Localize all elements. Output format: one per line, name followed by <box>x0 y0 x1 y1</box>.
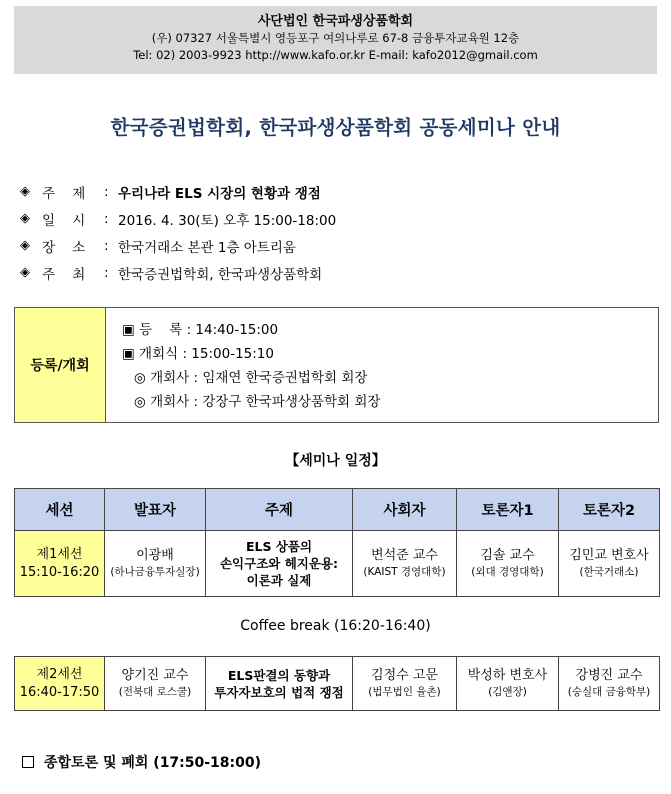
info-colon: : <box>104 264 109 281</box>
opening-speech-line: ◎ 개회사 : 임재연 한국증권법학회 회장 <box>134 370 368 386</box>
closing-text: 종합토론 및 폐회 (17:50-18:00) <box>44 755 262 771</box>
org-name: 사단법인 한국파생상품학회 <box>257 14 414 29</box>
session-name: 제1세션 <box>36 546 83 562</box>
discussant1-name: 박성하 변호사 <box>467 668 548 683</box>
moderator-name: 변석준 교수 <box>371 548 438 563</box>
info-colon: : <box>104 210 109 227</box>
info-value: 한국거래소 본관 1층 아트리움 <box>118 239 296 256</box>
session-cell <box>15 657 105 711</box>
discussant1-cell <box>457 657 559 711</box>
table-row <box>15 531 660 597</box>
opening-speech-line: ◎ 개회사 : 강장구 한국파생상품학회 회장 <box>134 394 381 410</box>
info-value: 우리나라 ELS 시장의 현황과 쟁점 <box>118 185 321 202</box>
discussant1-affiliation: (외대 경영대학) <box>471 566 544 578</box>
topic-cell <box>206 657 353 711</box>
org-contact: Tel: 02) 2003-9923 http://www.kafo.or.kr E-mail: kafo2012@gmail.com <box>133 48 538 62</box>
registration-content <box>106 308 658 422</box>
info-row-date <box>20 205 650 232</box>
moderator-cell <box>353 657 457 711</box>
org-address: (우) 07327 서울특별시 영등포구 여의나루로 67-8 금융투자교육원 12층 <box>151 31 520 45</box>
info-key: 주 최 <box>42 266 86 283</box>
topic-line: ELS판결의 동향과 <box>227 667 331 683</box>
moderator-name: 김정수 고문 <box>371 668 438 683</box>
schedule-header-row <box>15 489 660 531</box>
info-colon: : <box>104 183 109 200</box>
moderator-affiliation: (KAIST 경영대학) <box>363 566 446 578</box>
registration-label: 등록/개회 <box>15 308 106 422</box>
discussant1-cell <box>457 531 559 597</box>
presenter-cell <box>105 657 206 711</box>
coffee-break: Coffee break (16:20-16:40) <box>240 618 431 634</box>
info-row-venue <box>20 232 650 259</box>
header-moderator: 사회자 <box>353 489 457 531</box>
registration-box <box>14 307 659 423</box>
header-presenter: 발표자 <box>105 489 206 531</box>
schedule-table-session2 <box>14 656 660 711</box>
discussant2-cell <box>559 657 660 711</box>
presenter-name: 이광배 <box>136 548 174 563</box>
diamond-bullet-icon: ◈ <box>20 211 30 226</box>
registration-line: ▣ 등 록 : 14:40-15:00 <box>122 322 279 338</box>
square-bullet-icon <box>22 756 34 768</box>
presenter-affiliation: (전북대 로스쿨) <box>118 686 192 698</box>
page-title: 한국증권법학회, 한국파생상품학회 공동세미나 안내 <box>110 116 561 139</box>
discussant2-name: 강병진 교수 <box>575 668 643 683</box>
info-key: 장 소 <box>42 239 86 256</box>
moderator-cell <box>353 531 457 597</box>
discussant2-name: 김민교 변호사 <box>569 548 649 563</box>
topic-line: ELS 상품의 <box>245 539 313 554</box>
session-time: 15:10-16:20 <box>19 564 100 580</box>
session-cell <box>15 531 105 597</box>
discussant1-name: 김솔 교수 <box>480 548 535 563</box>
topic-cell <box>206 531 353 597</box>
info-row-host <box>20 259 650 286</box>
presenter-cell <box>105 531 206 597</box>
discussant2-affiliation: (숭실대 금융학부) <box>567 686 651 698</box>
info-value: 한국증권법학회, 한국파생상품학회 <box>118 266 323 283</box>
info-key: 일 시 <box>42 212 86 229</box>
topic-line: 이론과 실제 <box>246 573 312 588</box>
schedule-title: 【세미나 일정】 <box>285 453 386 469</box>
header-topic: 주제 <box>206 489 353 531</box>
discussant2-cell <box>559 531 660 597</box>
discussant2-affiliation: (한국거래소) <box>579 566 639 578</box>
header-box <box>14 6 657 74</box>
topic-line: 투자자보호의 법적 쟁점 <box>214 684 344 700</box>
header-discussant1: 토론자1 <box>457 489 559 531</box>
header-session: 세션 <box>15 489 105 531</box>
info-row-topic <box>20 178 650 205</box>
session-name: 제2세션 <box>36 666 83 682</box>
closing-section <box>22 752 261 772</box>
info-list <box>20 178 650 286</box>
info-colon: : <box>104 237 109 254</box>
topic-line: 손익구조와 헤지운용: <box>219 556 339 571</box>
table-row <box>15 657 660 711</box>
presenter-affiliation: (하나금융투자실장) <box>110 566 200 578</box>
presenter-name: 양기진 교수 <box>121 668 189 683</box>
opening-line: ▣ 개회식 : 15:00-15:10 <box>122 346 274 362</box>
diamond-bullet-icon: ◈ <box>20 184 30 199</box>
diamond-bullet-icon: ◈ <box>20 238 30 253</box>
header-discussant2: 토론자2 <box>559 489 660 531</box>
schedule-table-session1 <box>14 488 660 597</box>
info-key: 주 제 <box>42 185 86 202</box>
moderator-affiliation: (법무법인 율촌) <box>368 686 441 698</box>
info-value: 2016. 4. 30(토) 오후 15:00-18:00 <box>118 212 337 229</box>
diamond-bullet-icon: ◈ <box>20 265 30 280</box>
session-time: 16:40-17:50 <box>19 684 100 700</box>
discussant1-affiliation: (김앤장) <box>488 686 527 698</box>
